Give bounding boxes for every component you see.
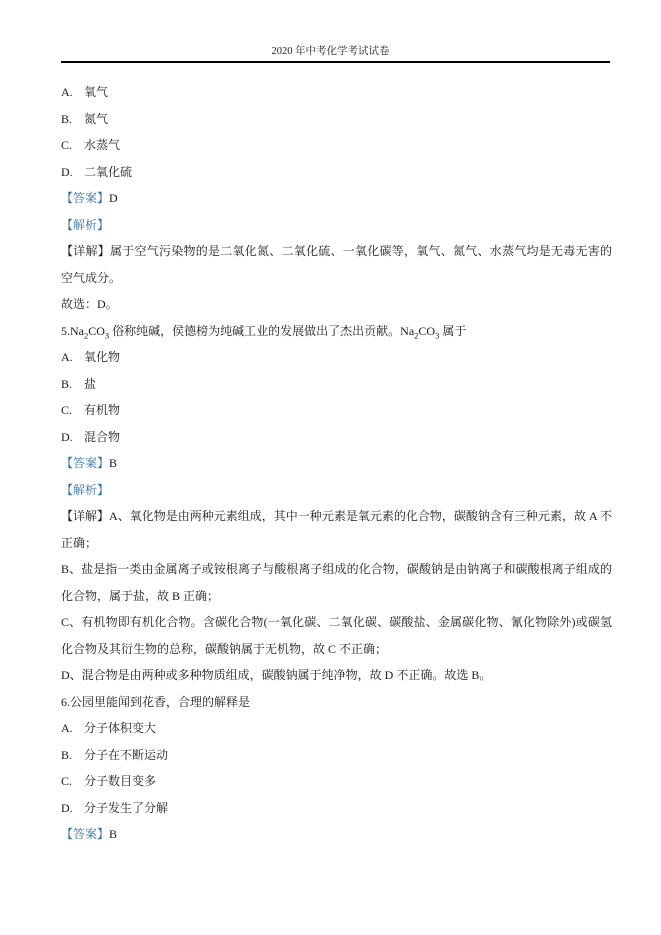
page-header bbox=[0, 44, 661, 60]
option-letter: A. bbox=[61, 85, 73, 99]
q6-option-c bbox=[61, 768, 612, 795]
stem-text: 属于 bbox=[439, 323, 467, 338]
option-letter: C. bbox=[61, 774, 73, 788]
stem-text: CO bbox=[88, 323, 105, 338]
formula-subscript: 2 bbox=[84, 329, 89, 340]
q6-option-b bbox=[61, 742, 612, 769]
option-letter: A. bbox=[61, 721, 73, 735]
q5-stem bbox=[61, 318, 612, 345]
q5-detail-paragraph-a bbox=[61, 503, 612, 556]
q5-option-b bbox=[61, 371, 612, 398]
option-letter: D. bbox=[61, 164, 73, 179]
document-content bbox=[61, 79, 612, 848]
q4-option-b bbox=[61, 106, 612, 133]
q6-option-a bbox=[61, 715, 612, 742]
q6-option-d bbox=[61, 795, 612, 822]
stem-text: CO bbox=[418, 323, 436, 338]
option-letter: B. bbox=[61, 376, 73, 391]
option-text: 盐 bbox=[84, 376, 97, 391]
q5-analysis-line bbox=[61, 477, 612, 504]
detail-label: 【详解】 bbox=[61, 244, 110, 258]
q4-analysis-line bbox=[61, 212, 612, 239]
option-letter: C. bbox=[61, 138, 73, 152]
answer-value: B bbox=[109, 827, 118, 841]
q4-detail-paragraph bbox=[61, 238, 612, 291]
q4-conclusion: 故选：D。 bbox=[61, 297, 118, 311]
option-text: 分子在不断运动 bbox=[84, 747, 169, 762]
option-text: 分子发生了分解 bbox=[84, 800, 169, 815]
option-letter: A. bbox=[61, 350, 73, 364]
formula-subscript: 3 bbox=[435, 329, 440, 340]
formula-subscript: 2 bbox=[414, 329, 419, 340]
answer-value: B bbox=[109, 456, 118, 470]
q6-answer-line bbox=[61, 821, 612, 848]
option-text: 有机物 bbox=[84, 403, 121, 417]
q4-option-a bbox=[61, 79, 612, 106]
q4-answer-line bbox=[61, 185, 612, 212]
answer-label: 【答案】 bbox=[61, 827, 110, 841]
q5-option-d bbox=[61, 424, 612, 451]
page-title: 2020 年中考化学考试试卷 bbox=[271, 46, 390, 57]
option-letter: D. bbox=[61, 800, 73, 815]
option-text: 氮气 bbox=[84, 111, 109, 126]
q4-option-d bbox=[61, 159, 612, 186]
q5-detail-paragraph-b: B、盐是指一类由金属离子或铵根离子与酸根离子组成的化合物，碳酸钠是由钠离子和碳酸根离子组成的化合物，属于盐，故 B 正确； bbox=[61, 562, 612, 603]
option-letter: D. bbox=[61, 429, 73, 444]
option-text: 混合物 bbox=[84, 429, 121, 444]
q5-detail-paragraph-d: D、混合物是由两种或多种物质组成，碳酸钠属于纯净物，故 D 不正确。故选 B。 bbox=[61, 668, 492, 682]
q4-option-c bbox=[61, 132, 612, 159]
detail-label: 【详解】 bbox=[61, 509, 110, 523]
analysis-label: 【解析】 bbox=[61, 482, 110, 497]
option-text: 二氧化硫 bbox=[84, 164, 133, 179]
option-text: 氧化物 bbox=[84, 350, 121, 364]
stem-text: 5.Na bbox=[61, 323, 84, 338]
option-text: 水蒸气 bbox=[84, 138, 121, 152]
q5-option-c bbox=[61, 397, 612, 424]
option-text: 氧气 bbox=[84, 85, 109, 99]
option-letter: B. bbox=[61, 111, 73, 126]
header-divider bbox=[61, 61, 610, 63]
q6-stem: 6.公园里能闻到花香，合理的解释是 bbox=[61, 694, 251, 709]
q5-detail-paragraph-c: C、有机物即有机化合物。含碳化合物(一氧化碳、二氧化碳、碳酸盐、金属碳化物、氰化物除外)或碳氢化合物及其衍生物的总称，碳酸钠属于无机物，故 C 不正确； bbox=[61, 615, 612, 656]
option-letter: C. bbox=[61, 403, 73, 417]
detail-text: A、氧化物是由两种元素组成，其中一种元素是氧元素的化合物，碳酸钠含有三种元素，故 A 不正确； bbox=[61, 509, 612, 550]
answer-label: 【答案】 bbox=[61, 456, 110, 470]
option-letter: B. bbox=[61, 747, 73, 762]
formula-subscript: 3 bbox=[104, 329, 110, 340]
stem-text: 俗称纯碱，侯德榜为纯碱工业的发展做出了杰出贡献。Na bbox=[109, 323, 415, 338]
q5-option-a bbox=[61, 344, 612, 371]
option-text: 分子体积变大 bbox=[84, 721, 157, 735]
q5-answer-line bbox=[61, 450, 612, 477]
option-text: 分子数目变多 bbox=[84, 774, 157, 788]
detail-text: 属于空气污染物的是二氧化氮、二氧化硫、一氧化碳等，氧气、氮气、水蒸气均是无毒无害的空气成分。 bbox=[61, 244, 612, 285]
analysis-label: 【解析】 bbox=[61, 217, 110, 232]
answer-label: 【答案】 bbox=[61, 191, 110, 205]
answer-value: D bbox=[109, 191, 118, 205]
